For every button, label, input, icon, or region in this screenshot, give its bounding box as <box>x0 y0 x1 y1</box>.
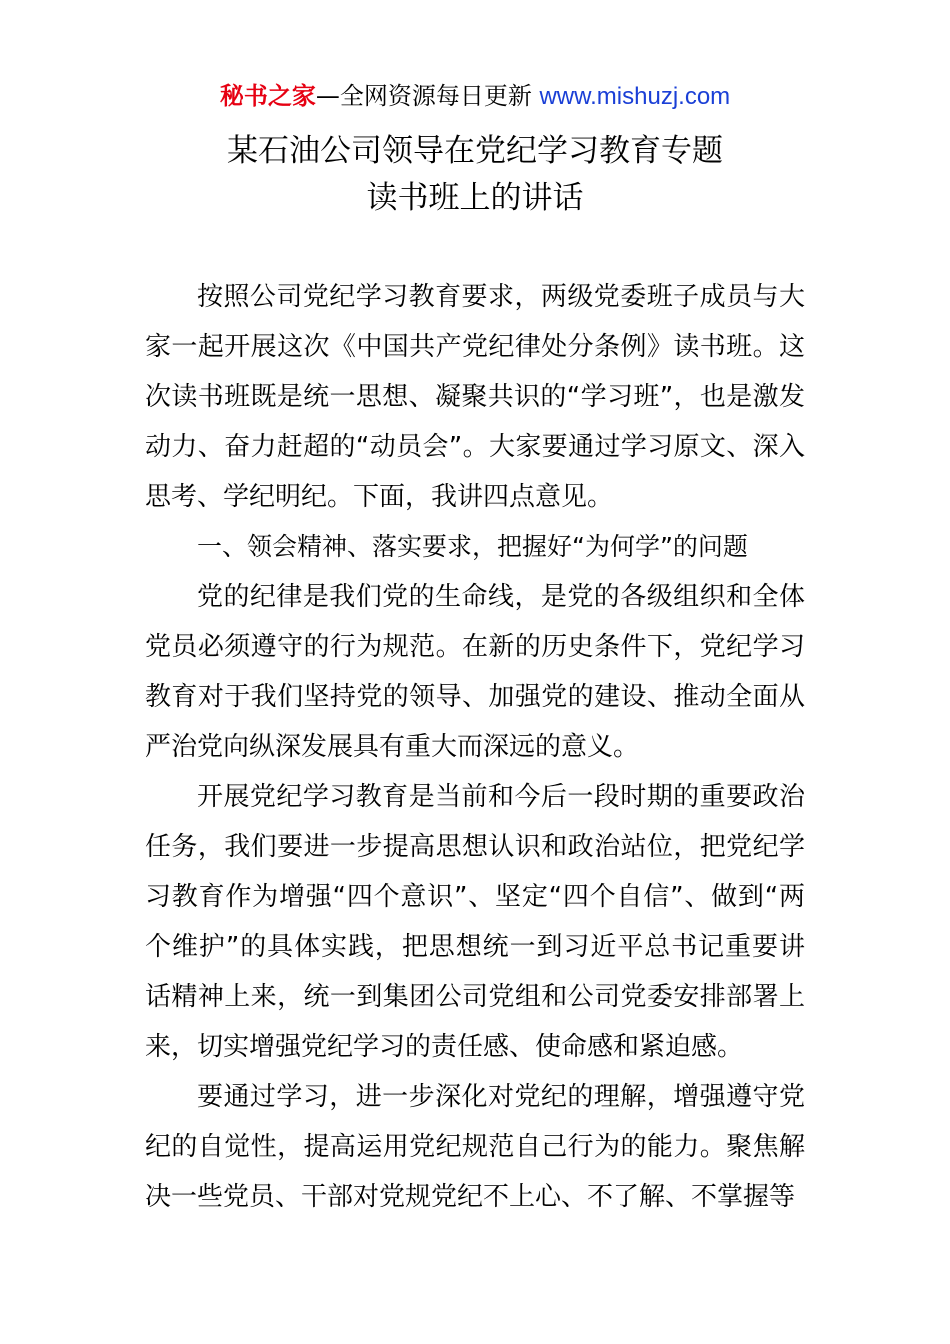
document-title <box>0 128 950 222</box>
section-heading-1: 一、领会精神、落实要求，把握好“为何学”的问题 <box>197 532 748 561</box>
paragraph-study-goal: 要通过学习，进一步深化对党纪的理解，增强遵守党纪的自觉性，提高运用党纪规范自己行为的能力。聚焦解决一些党员、干部对党规党纪不上心、不了解、不掌握等 <box>145 1082 805 1212</box>
document-body <box>145 272 805 1222</box>
paragraph-political-task: 开展党纪学习教育是当前和今后一段时期的重要政治任务，我们要进一步提高思想认识和政治站位，把党纪学习教育作为增强“四个意识”、坚定“四个自信”、做到“两个维护”的具体实践，把思想统一到习近平总书记重要讲话精神上来，统一到集团公司党组和公司党委安排部署上来，切实增强党纪学习的责任感、使命感和紧迫感。 <box>145 782 805 1062</box>
site-url-link[interactable]: www.mishuzj.com <box>539 83 731 110</box>
site-header <box>0 80 950 113</box>
paragraph-intro: 按照公司党纪学习教育要求，两级党委班子成员与大家一起开展这次《中国共产党纪律处分条例》读书班。这次读书班既是统一思想、凝聚共识的“学习班”，也是激发动力、奋力赶超的“动员会”。大家要通过学习原文、深入思考、学纪明纪。下面，我讲四点意见。 <box>145 282 805 512</box>
site-brand: 秘书之家 <box>219 82 316 110</box>
paragraph-discipline: 党的纪律是我们党的生命线，是党的各级组织和全体党员必须遵守的行为规范。在新的历史条件下，党纪学习教育对于我们坚持党的领导、加强党的建设、推动全面从严治党向纵深发展具有重大而深远的意义。 <box>145 582 805 762</box>
title-line-2: 读书班上的讲话 <box>366 180 584 216</box>
title-line-1: 某石油公司领导在党纪学习教育专题 <box>227 133 723 169</box>
site-tagline: —全网资源每日更新 <box>315 82 540 110</box>
